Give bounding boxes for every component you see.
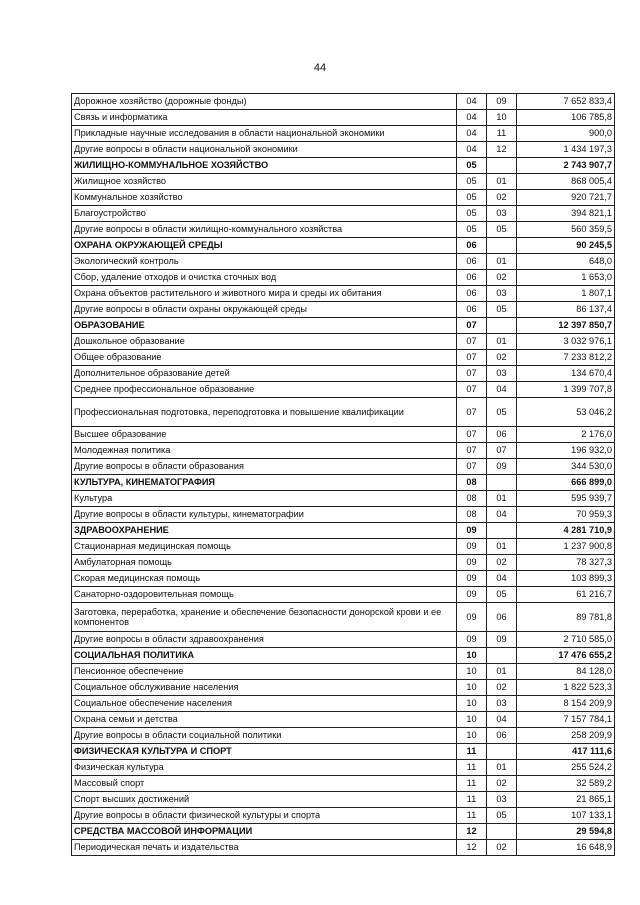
subsection-code-cell: 05: [487, 587, 517, 603]
subsection-code-cell: 01: [487, 760, 517, 776]
row-name-cell: Сбор, удаление отходов и очистка сточных вод: [72, 270, 457, 286]
section-header-row: [72, 824, 615, 840]
row-name-cell: Охрана семьи и детства: [72, 712, 457, 728]
row-name-cell: Дорожное хозяйство (дорожные фонды): [72, 94, 457, 110]
section-code-cell: 04: [457, 126, 487, 142]
amount-cell: 90 245,5: [517, 238, 615, 254]
row-name-cell: Скорая медицинская помощь: [72, 571, 457, 587]
table-row: [72, 427, 615, 443]
section-code-cell: 05: [457, 190, 487, 206]
row-name-cell: Другие вопросы в области жилищно-коммунального хозяйства: [72, 222, 457, 238]
section-code-cell: 07: [457, 350, 487, 366]
row-name-cell: Другие вопросы в области социальной политики: [72, 728, 457, 744]
amount-cell: 134 670,4: [517, 366, 615, 382]
amount-cell: 344 530,0: [517, 459, 615, 475]
row-name-cell: Социальное обслуживание населения: [72, 680, 457, 696]
section-code-cell: 07: [457, 334, 487, 350]
table-row: [72, 286, 615, 302]
subsection-code-cell: 01: [487, 664, 517, 680]
subsection-code-cell: 03: [487, 286, 517, 302]
table-row: [72, 110, 615, 126]
subsection-code-cell: 06: [487, 427, 517, 443]
subsection-code-cell: 03: [487, 696, 517, 712]
table-row: [72, 792, 615, 808]
section-code-cell: 05: [457, 174, 487, 190]
row-name-cell: Жилищное хозяйство: [72, 174, 457, 190]
table-row: [72, 270, 615, 286]
section-code-cell: 05: [457, 206, 487, 222]
subsection-code-cell: 04: [487, 507, 517, 523]
table-row: [72, 334, 615, 350]
subsection-code-cell: [487, 523, 517, 539]
row-name-cell: Другие вопросы в области культуры, кинематографии: [72, 507, 457, 523]
section-code-cell: 11: [457, 760, 487, 776]
row-name-cell: ЗДРАВООХРАНЕНИЕ: [72, 523, 457, 539]
amount-cell: 89 781,8: [517, 603, 615, 632]
section-code-cell: 04: [457, 110, 487, 126]
amount-cell: 1 822 523,3: [517, 680, 615, 696]
amount-cell: 107 133,1: [517, 808, 615, 824]
section-code-cell: 07: [457, 427, 487, 443]
amount-cell: 1 399 707,8: [517, 382, 615, 398]
table-row: [72, 776, 615, 792]
row-name-cell: Молодежная политика: [72, 443, 457, 459]
amount-cell: 868 005,4: [517, 174, 615, 190]
amount-cell: 1 653,0: [517, 270, 615, 286]
section-code-cell: 09: [457, 539, 487, 555]
section-code-cell: 11: [457, 792, 487, 808]
row-name-cell: Прикладные научные исследования в области национальной экономики: [72, 126, 457, 142]
row-name-cell: Периодическая печать и издательства: [72, 840, 457, 856]
section-code-cell: 09: [457, 571, 487, 587]
row-name-cell: СРЕДСТВА МАССОВОЙ ИНФОРМАЦИИ: [72, 824, 457, 840]
section-code-cell: 07: [457, 398, 487, 427]
section-code-cell: 09: [457, 603, 487, 632]
row-name-cell: Физическая культура: [72, 760, 457, 776]
section-code-cell: 10: [457, 664, 487, 680]
amount-cell: 560 359,5: [517, 222, 615, 238]
table-row: [72, 366, 615, 382]
row-name-cell: Культура: [72, 491, 457, 507]
subsection-code-cell: 01: [487, 539, 517, 555]
table-row: [72, 808, 615, 824]
table-row: [72, 680, 615, 696]
section-code-cell: 11: [457, 776, 487, 792]
subsection-code-cell: 05: [487, 398, 517, 427]
table-row: [72, 142, 615, 158]
amount-cell: 7 157 784,1: [517, 712, 615, 728]
amount-cell: 8 154 209,9: [517, 696, 615, 712]
section-code-cell: 11: [457, 744, 487, 760]
amount-cell: 394 821,1: [517, 206, 615, 222]
amount-cell: 3 032 976,1: [517, 334, 615, 350]
section-code-cell: 10: [457, 648, 487, 664]
subsection-code-cell: 01: [487, 254, 517, 270]
budget-table-body: [72, 94, 615, 856]
section-header-row: [72, 523, 615, 539]
section-header-row: [72, 318, 615, 334]
section-code-cell: 09: [457, 555, 487, 571]
subsection-code-cell: 02: [487, 190, 517, 206]
section-code-cell: 04: [457, 142, 487, 158]
row-name-cell: ОХРАНА ОКРУЖАЮЩЕЙ СРЕДЫ: [72, 238, 457, 254]
subsection-code-cell: 01: [487, 174, 517, 190]
amount-cell: 21 865,1: [517, 792, 615, 808]
table-row: [72, 760, 615, 776]
row-name-cell: Высшее образование: [72, 427, 457, 443]
subsection-code-cell: 12: [487, 142, 517, 158]
section-code-cell: 07: [457, 459, 487, 475]
section-header-row: [72, 238, 615, 254]
section-code-cell: 08: [457, 475, 487, 491]
section-code-cell: 11: [457, 808, 487, 824]
row-name-cell: Другие вопросы в области образования: [72, 459, 457, 475]
section-code-cell: 07: [457, 443, 487, 459]
subsection-code-cell: 06: [487, 603, 517, 632]
subsection-code-cell: 06: [487, 728, 517, 744]
subsection-code-cell: 09: [487, 632, 517, 648]
amount-cell: 666 899,0: [517, 475, 615, 491]
section-code-cell: 08: [457, 507, 487, 523]
table-row: [72, 664, 615, 680]
amount-cell: 648,0: [517, 254, 615, 270]
amount-cell: 900,0: [517, 126, 615, 142]
table-row: [72, 555, 615, 571]
subsection-code-cell: 03: [487, 792, 517, 808]
table-row: [72, 206, 615, 222]
subsection-code-cell: 05: [487, 808, 517, 824]
row-name-cell: ОБРАЗОВАНИЕ: [72, 318, 457, 334]
row-name-cell: Дошкольное образование: [72, 334, 457, 350]
row-name-cell: КУЛЬТУРА, КИНЕМАТОГРАФИЯ: [72, 475, 457, 491]
subsection-code-cell: 07: [487, 443, 517, 459]
section-code-cell: 07: [457, 318, 487, 334]
amount-cell: 4 281 710,9: [517, 523, 615, 539]
row-name-cell: Охрана объектов растительного и животного мира и среды их обитания: [72, 286, 457, 302]
table-row: [72, 507, 615, 523]
section-code-cell: 05: [457, 158, 487, 174]
table-row: [72, 539, 615, 555]
section-code-cell: 08: [457, 491, 487, 507]
section-code-cell: 06: [457, 286, 487, 302]
page-number: 44: [313, 62, 327, 74]
section-code-cell: 07: [457, 366, 487, 382]
section-header-row: [72, 648, 615, 664]
amount-cell: 595 939,7: [517, 491, 615, 507]
subsection-code-cell: 09: [487, 94, 517, 110]
amount-cell: 106 785,8: [517, 110, 615, 126]
subsection-code-cell: [487, 238, 517, 254]
subsection-code-cell: [487, 158, 517, 174]
subsection-code-cell: 09: [487, 459, 517, 475]
row-name-cell: Социальное обеспечение населения: [72, 696, 457, 712]
row-name-cell: ФИЗИЧЕСКАЯ КУЛЬТУРА И СПОРТ: [72, 744, 457, 760]
subsection-code-cell: 03: [487, 366, 517, 382]
amount-cell: 86 137,4: [517, 302, 615, 318]
section-code-cell: 07: [457, 382, 487, 398]
table-row: [72, 443, 615, 459]
row-name-cell: Санаторно-оздоровительная помощь: [72, 587, 457, 603]
section-code-cell: 06: [457, 254, 487, 270]
subsection-code-cell: 04: [487, 571, 517, 587]
table-row: [72, 632, 615, 648]
amount-cell: 7 233 812,2: [517, 350, 615, 366]
table-row: [72, 94, 615, 110]
amount-cell: 78 327,3: [517, 555, 615, 571]
amount-cell: 2 710 585,0: [517, 632, 615, 648]
section-code-cell: 06: [457, 302, 487, 318]
amount-cell: 1 434 197,3: [517, 142, 615, 158]
subsection-code-cell: [487, 824, 517, 840]
row-name-cell: Спорт высших достижений: [72, 792, 457, 808]
table-row: [72, 571, 615, 587]
table-row: [72, 398, 615, 427]
subsection-code-cell: 02: [487, 555, 517, 571]
row-name-cell: Другие вопросы в области охраны окружающей среды: [72, 302, 457, 318]
amount-cell: 1 237 900,8: [517, 539, 615, 555]
row-name-cell: Заготовка, переработка, хранение и обеспечение безопасности донорской крови и ее компонентов: [72, 603, 457, 632]
row-name-cell: Другие вопросы в области национальной экономики: [72, 142, 457, 158]
amount-cell: 196 932,0: [517, 443, 615, 459]
table-row: [72, 603, 615, 632]
row-name-cell: Коммунальное хозяйство: [72, 190, 457, 206]
table-row: [72, 728, 615, 744]
table-row: [72, 840, 615, 856]
table-row: [72, 459, 615, 475]
subsection-code-cell: [487, 475, 517, 491]
section-code-cell: 09: [457, 632, 487, 648]
amount-cell: 70 959,3: [517, 507, 615, 523]
row-name-cell: Общее образование: [72, 350, 457, 366]
subsection-code-cell: 01: [487, 491, 517, 507]
table-row: [72, 587, 615, 603]
table-row: [72, 254, 615, 270]
amount-cell: 84 128,0: [517, 664, 615, 680]
section-code-cell: 10: [457, 696, 487, 712]
subsection-code-cell: 02: [487, 776, 517, 792]
section-code-cell: 10: [457, 712, 487, 728]
subsection-code-cell: 04: [487, 382, 517, 398]
amount-cell: 17 476 655,2: [517, 648, 615, 664]
amount-cell: 255 524,2: [517, 760, 615, 776]
subsection-code-cell: 05: [487, 222, 517, 238]
table-row: [72, 350, 615, 366]
row-name-cell: Другие вопросы в области физической культуры и спорта: [72, 808, 457, 824]
subsection-code-cell: 02: [487, 680, 517, 696]
subsection-code-cell: 02: [487, 840, 517, 856]
section-code-cell: 12: [457, 840, 487, 856]
table-row: [72, 696, 615, 712]
subsection-code-cell: [487, 318, 517, 334]
section-header-row: [72, 475, 615, 491]
row-name-cell: Дополнительное образование детей: [72, 366, 457, 382]
section-code-cell: 12: [457, 824, 487, 840]
budget-table: [71, 93, 615, 856]
amount-cell: 53 046,2: [517, 398, 615, 427]
amount-cell: 920 721,7: [517, 190, 615, 206]
section-code-cell: 09: [457, 523, 487, 539]
section-header-row: [72, 158, 615, 174]
section-code-cell: 04: [457, 94, 487, 110]
subsection-code-cell: 03: [487, 206, 517, 222]
table-row: [72, 491, 615, 507]
row-name-cell: СОЦИАЛЬНАЯ ПОЛИТИКА: [72, 648, 457, 664]
subsection-code-cell: [487, 648, 517, 664]
row-name-cell: Профессиональная подготовка, переподготовка и повышение квалификации: [72, 398, 457, 427]
row-name-cell: Экологический контроль: [72, 254, 457, 270]
subsection-code-cell: 11: [487, 126, 517, 142]
amount-cell: 16 648,9: [517, 840, 615, 856]
amount-cell: 103 899,3: [517, 571, 615, 587]
table-row: [72, 712, 615, 728]
table-row: [72, 190, 615, 206]
amount-cell: 1 807,1: [517, 286, 615, 302]
row-name-cell: Амбулаторная помощь: [72, 555, 457, 571]
section-header-row: [72, 744, 615, 760]
subsection-code-cell: 04: [487, 712, 517, 728]
amount-cell: 61 216,7: [517, 587, 615, 603]
row-name-cell: Массовый спорт: [72, 776, 457, 792]
subsection-code-cell: 02: [487, 350, 517, 366]
amount-cell: 12 397 850,7: [517, 318, 615, 334]
section-code-cell: 05: [457, 222, 487, 238]
subsection-code-cell: 01: [487, 334, 517, 350]
amount-cell: 2 743 907,7: [517, 158, 615, 174]
row-name-cell: Связь и информатика: [72, 110, 457, 126]
amount-cell: 32 589,2: [517, 776, 615, 792]
table-row: [72, 382, 615, 398]
section-code-cell: 10: [457, 680, 487, 696]
amount-cell: 7 652 833,4: [517, 94, 615, 110]
table-row: [72, 126, 615, 142]
table-row: [72, 222, 615, 238]
amount-cell: 258 209,9: [517, 728, 615, 744]
amount-cell: 417 111,6: [517, 744, 615, 760]
row-name-cell: Стационарная медицинская помощь: [72, 539, 457, 555]
row-name-cell: Пенсионное обеспечение: [72, 664, 457, 680]
section-code-cell: 09: [457, 587, 487, 603]
row-name-cell: Благоустройство: [72, 206, 457, 222]
table-row: [72, 302, 615, 318]
subsection-code-cell: [487, 744, 517, 760]
row-name-cell: Среднее профессиональное образование: [72, 382, 457, 398]
amount-cell: 29 594,8: [517, 824, 615, 840]
section-code-cell: 06: [457, 270, 487, 286]
table-row: [72, 174, 615, 190]
subsection-code-cell: 02: [487, 270, 517, 286]
section-code-cell: 10: [457, 728, 487, 744]
section-code-cell: 06: [457, 238, 487, 254]
row-name-cell: Другие вопросы в области здравоохранения: [72, 632, 457, 648]
subsection-code-cell: 10: [487, 110, 517, 126]
subsection-code-cell: 05: [487, 302, 517, 318]
amount-cell: 2 176,0: [517, 427, 615, 443]
row-name-cell: ЖИЛИЩНО-КОММУНАЛЬНОЕ ХОЗЯЙСТВО: [72, 158, 457, 174]
